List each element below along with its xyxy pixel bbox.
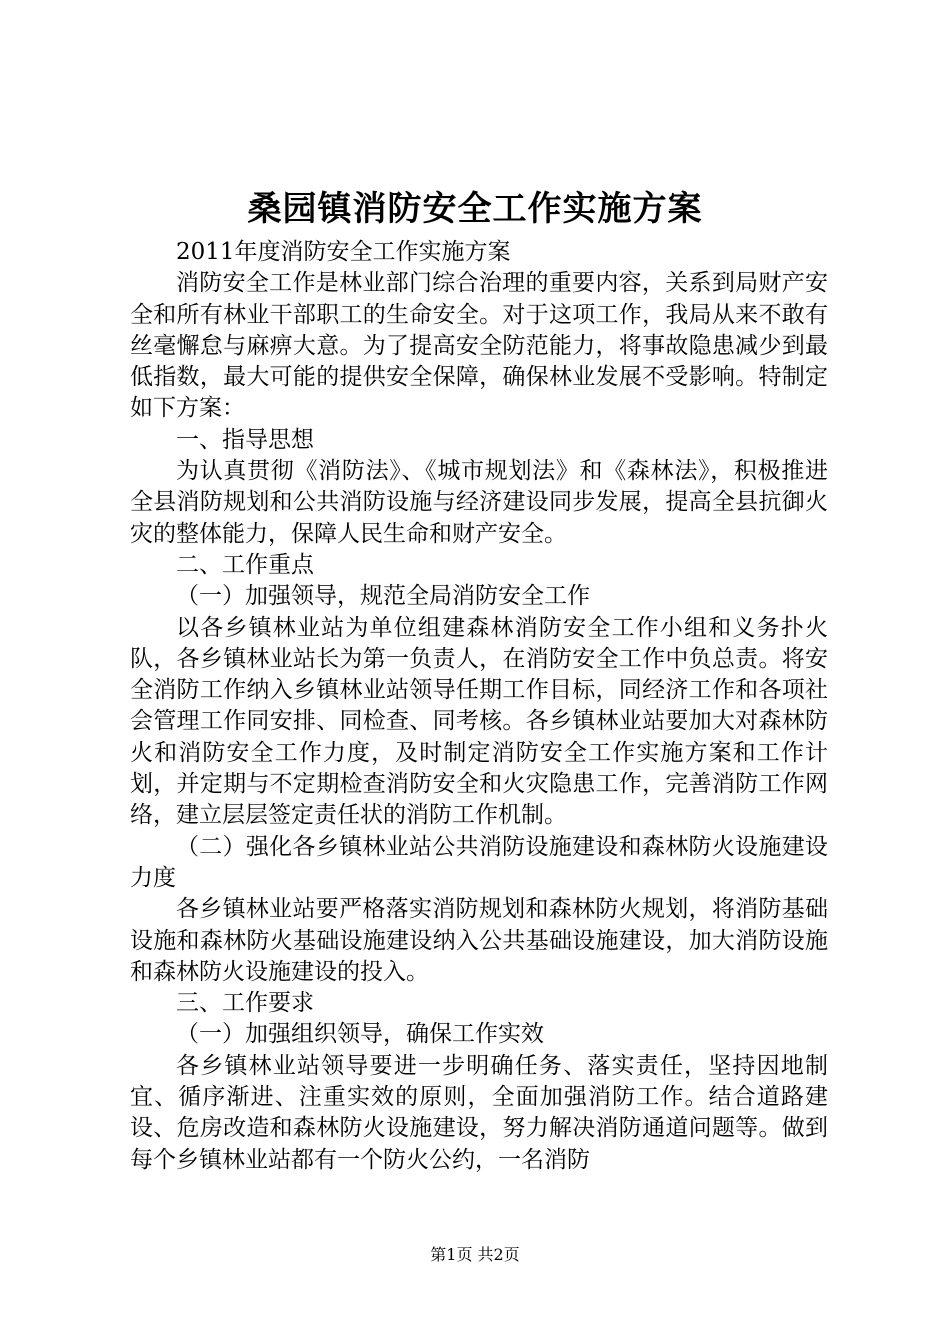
- subsection-heading-3-1: （一）加强组织领导，确保工作实效: [176, 1021, 544, 1048]
- document-title: 桑园镇消防安全工作实施方案: [247, 189, 703, 229]
- section-heading-1: 一、指导思想: [176, 426, 314, 453]
- paragraph-subtitle: 2011年度消防安全工作实施方案: [176, 239, 511, 265]
- subsection-heading-2-1: （一）加强领导，规范全局消防安全工作: [176, 583, 590, 610]
- section-heading-2: 二、工作重点: [176, 551, 314, 578]
- document-body: [130, 237, 828, 1176]
- paragraph-leadership: 以各乡镇林业站为单位组建森林消防安全工作小组和义务扑火队，各乡镇林业站长为第一负责人，在消防安全工作中负总责。将安全消防工作纳入乡镇林业站领导任期工作目标，同经济工作和各项社会管理工作同安排、同检查、同考核。各乡镇林业站要加大对森林防火和消防安全工作力度，及时制定消防安全工作实施方案和工作计划，并定期与不定期检查消防安全和火灾隐患工作，完善消防工作网络，建立层层签定责任状的消防工作机制。: [130, 614, 828, 829]
- page-footer: 第1页 共2页: [430, 1245, 520, 1264]
- paragraph-requirements: 各乡镇林业站领导要进一步明确任务、落实责任，坚持因地制宜、循序渐进、注重实效的原则，全面加强消防工作。结合道路建设、危房改造和森林防火设施建设，努力解决消防通道问题等。做到每个乡镇林业站都有一个防火公约，一名消防: [130, 1052, 828, 1173]
- paragraph-guiding-thought: 为认真贯彻《消防法》、《城市规划法》和《森林法》，积极推进全县消防规划和公共消防设施与经济建设同步发展，提高全县抗御火灾的整体能力，保障人民生命和财产安全。: [130, 458, 828, 547]
- paragraph-intro: 消防安全工作是林业部门综合治理的重要内容，关系到局财产安全和所有林业干部职工的生命安全。对于这项工作，我局从来不敢有丝毫懈怠与麻痹大意。为了提高安全防范能力，将事故隐患减少到最低指数，最大可能的提供安全保障，确保林业发展不受影响。特制定如下方案：: [130, 270, 828, 422]
- section-heading-3: 三、工作要求: [176, 990, 314, 1017]
- subsection-heading-2-2: （二）强化各乡镇林业站公共消防设施建设和森林防火设施建设力度: [130, 833, 828, 891]
- paragraph-facilities: 各乡镇林业站要严格落实消防规划和森林防火规划，将消防基础设施和森林防火基础设施建设纳入公共基础设施建设，加大消防设施和森林防火设施建设的投入。: [130, 896, 828, 985]
